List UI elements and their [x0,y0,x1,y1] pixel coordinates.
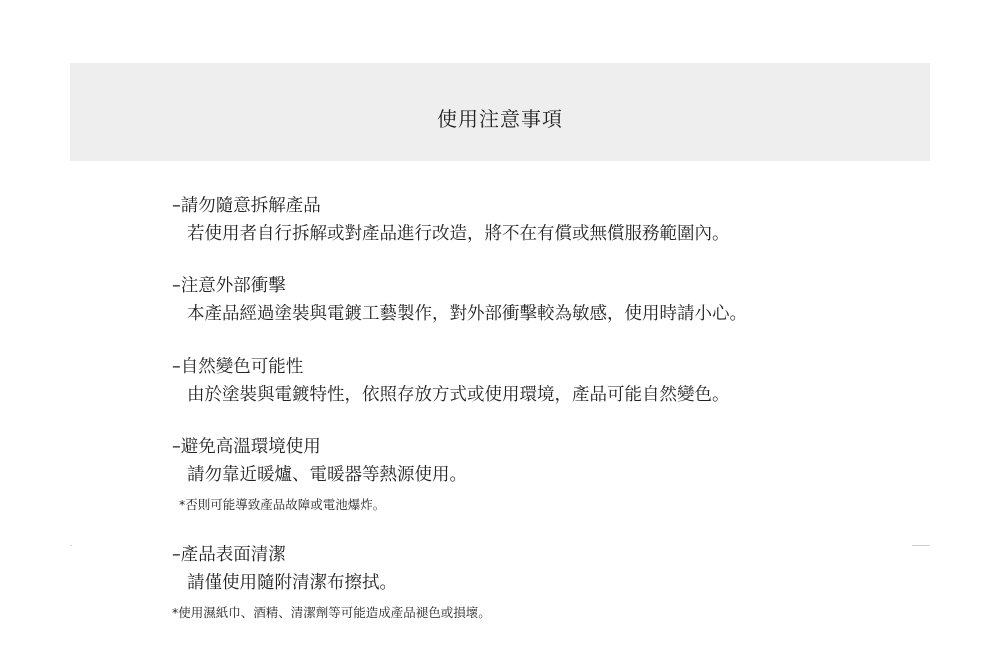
section-body: 本產品經過塗裝與電鍍工藝製作，對外部衝擊較為敏感，使用時請小心。 [187,304,747,324]
right-edge-mark [912,545,930,546]
left-edge-mark [70,545,72,546]
section-note: *使用濕紙巾、酒精、清潔劑等可能造成產品褪色或損壞。 [172,605,491,620]
section-body: 請僅使用隨附清潔布擦拭。 [187,573,397,593]
section-heading: –自然變色可能性 [172,357,304,377]
section-heading: –請勿隨意拆解產品 [172,196,321,216]
section-heading: –產品表面清潔 [172,545,286,565]
section-discoloration [172,354,872,410]
section-body: 請勿靠近暖爐、電暖器等熱源使用。 [187,465,467,485]
page-title: 使用注意事項 [437,106,563,131]
section-surface-cleaning [172,542,872,624]
section-no-disassembly [172,193,872,249]
section-heading: –注意外部衝擊 [172,276,286,296]
section-avoid-heat [172,434,872,516]
section-body: 由於塗裝與電鍍特性，依照存放方式或使用環境，產品可能自然變色。 [187,385,730,405]
section-body: 若使用者自行拆解或對產品進行改造，將不在有償或無償服務範圍內。 [187,224,730,244]
header-band [70,63,930,161]
section-note: *否則可能導致產品故障或電池爆炸。 [179,497,386,512]
section-heading: –避免高溫環境使用 [172,437,321,457]
section-external-impact [172,273,872,329]
